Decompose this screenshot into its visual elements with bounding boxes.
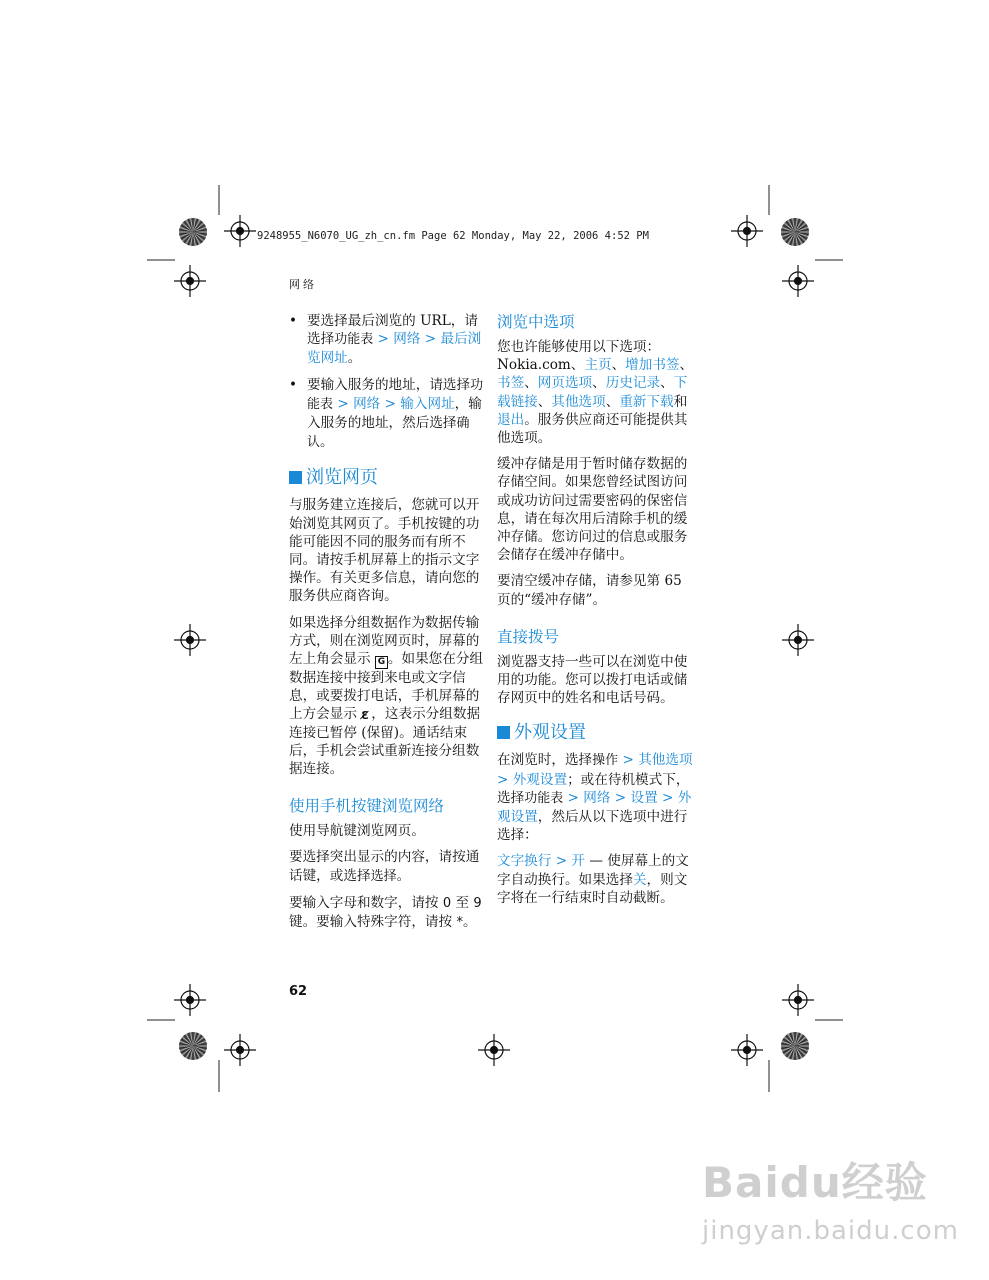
- file-header: 9248955_N6070_UG_zh_cn.fm Page 62 Monday, May 22, 2006 4:52 PM: [257, 230, 649, 242]
- watermark-brand: Baidu经验: [702, 1158, 928, 1207]
- confirm-keyword: 确认: [307, 416, 470, 451]
- gprs-icon: G: [375, 656, 388, 669]
- para-input-chars: 要输入字母和数字，请按 0 至 9 键。要输入特殊字符，请按 *。: [289, 894, 482, 931]
- select-keyword: 选择: [370, 868, 397, 884]
- starburst-icon: [179, 1032, 207, 1060]
- link-enter-address: 输入网址: [400, 395, 455, 412]
- link-network: 网络: [393, 331, 421, 348]
- registration-target-icon: [782, 624, 814, 656]
- para-nav-key: 使用导航键浏览网页。: [289, 823, 425, 840]
- left-column: [289, 312, 489, 940]
- registration-target-icon: [174, 624, 206, 656]
- registration-target-icon: [731, 215, 763, 247]
- watermark: [702, 1150, 959, 1246]
- section-title: 网络: [289, 278, 317, 291]
- starburst-icon: [781, 218, 809, 246]
- para-clear-cache: 要清空缓冲存储，请参见第 65 页的“缓冲存储”。: [497, 573, 682, 608]
- para-text-wrap: 文字换行 > 开 — 使屏幕上的文字自动换行。如果选择关，则文字将在一行结束时自动截断。: [497, 853, 689, 906]
- heading-browse-options: 浏览中选项: [497, 313, 575, 331]
- para-direct-dial: 浏览器支持一些可以在浏览中使用的功能。您可以拨打电话或储存网页中的姓名和电话号码。: [497, 653, 688, 707]
- link-network: 网络: [353, 395, 381, 412]
- para-appearance-path: 在浏览时，选择操作 > 其他选项 > 外观设置；或在待机模式下，选择功能表 > 网络 > 设置 > 外观设置，然后从以下选项中进行选择：: [497, 752, 693, 844]
- para-packet-data: 如果选择分组数据作为数据传输方式，则在浏览网页时，屏幕的左上角会显示 G 。如果您在分组数据连接中接到来电或文字信息，或要拨打电话，手机屏幕的上方会显示 Ɛ̸ ，这表示分组数据连接已暂停 (保留)。通话结束后，手机会尝试重新连接分组数据连接。: [289, 614, 484, 778]
- starburst-icon: [179, 218, 207, 246]
- bullet-enter-address: • 要输入服务的地址，请选择功能表 > 网络 > 输入网址，输入服务的地址，然后选择确认。: [289, 376, 489, 453]
- watermark-url: jingyan.baidu.com: [702, 1216, 959, 1246]
- starburst-icon: [781, 1032, 809, 1060]
- link-last-url: 最后浏览网址: [307, 331, 482, 367]
- heading-square-icon: [289, 471, 302, 484]
- right-column: [497, 312, 697, 915]
- para-browse-intro: 与服务建立连接后，您就可以开始浏览其网页了。手机按键的功能可能因不同的服务而有所不同。请按手机屏幕上的指示文字操作。有关更多信息，请向您的服务供应商咨询。: [289, 497, 480, 605]
- registration-target-icon: [478, 1034, 510, 1066]
- registration-target-icon: [782, 265, 814, 297]
- registration-target-icon: [731, 1034, 763, 1066]
- heading-browse-pages: 浏览网页: [289, 466, 489, 490]
- heading-direct-dial: 直接拨号: [497, 627, 560, 646]
- para-options-list: 您也许能够使用以下选项：Nokia.com、主页、增加书签、书签、网页选项、历史记录、下载链接、其他选项、重新下载和退出。服务供应商还可能提供其他选项。: [497, 339, 694, 447]
- page-number: 62: [289, 984, 308, 999]
- menu-keyword: 功能表: [307, 377, 484, 412]
- para-select-highlight: 要选择突出显示的内容，请按通话键，或选择选择。: [289, 849, 480, 884]
- registration-target-icon: [224, 215, 256, 247]
- heading-browse-with-keys: 使用手机按键浏览网络: [289, 797, 445, 816]
- menu-keyword: 功能表: [334, 332, 374, 348]
- registration-target-icon: [174, 984, 206, 1016]
- registration-target-icon: [224, 1034, 256, 1066]
- bullet-last-url: • 要选择最后浏览的 URL，请选择功能表 > 网络 > 最后浏览网址。: [289, 312, 489, 368]
- para-cache-description: 缓冲存储是用于暂时储存数据的存储空间。如果您曾经试图访问或成功访问过需要密码的保密信息，请在每次用后清除手机的缓冲存储。您访问过的信息或服务会储存在缓冲存储中。: [497, 456, 688, 564]
- heading-square-icon: [497, 726, 510, 739]
- registration-target-icon: [782, 984, 814, 1016]
- registration-target-icon: [174, 265, 206, 297]
- gprs-suspended-icon: Ɛ̸: [361, 709, 369, 723]
- heading-appearance: 外观设置: [497, 721, 697, 745]
